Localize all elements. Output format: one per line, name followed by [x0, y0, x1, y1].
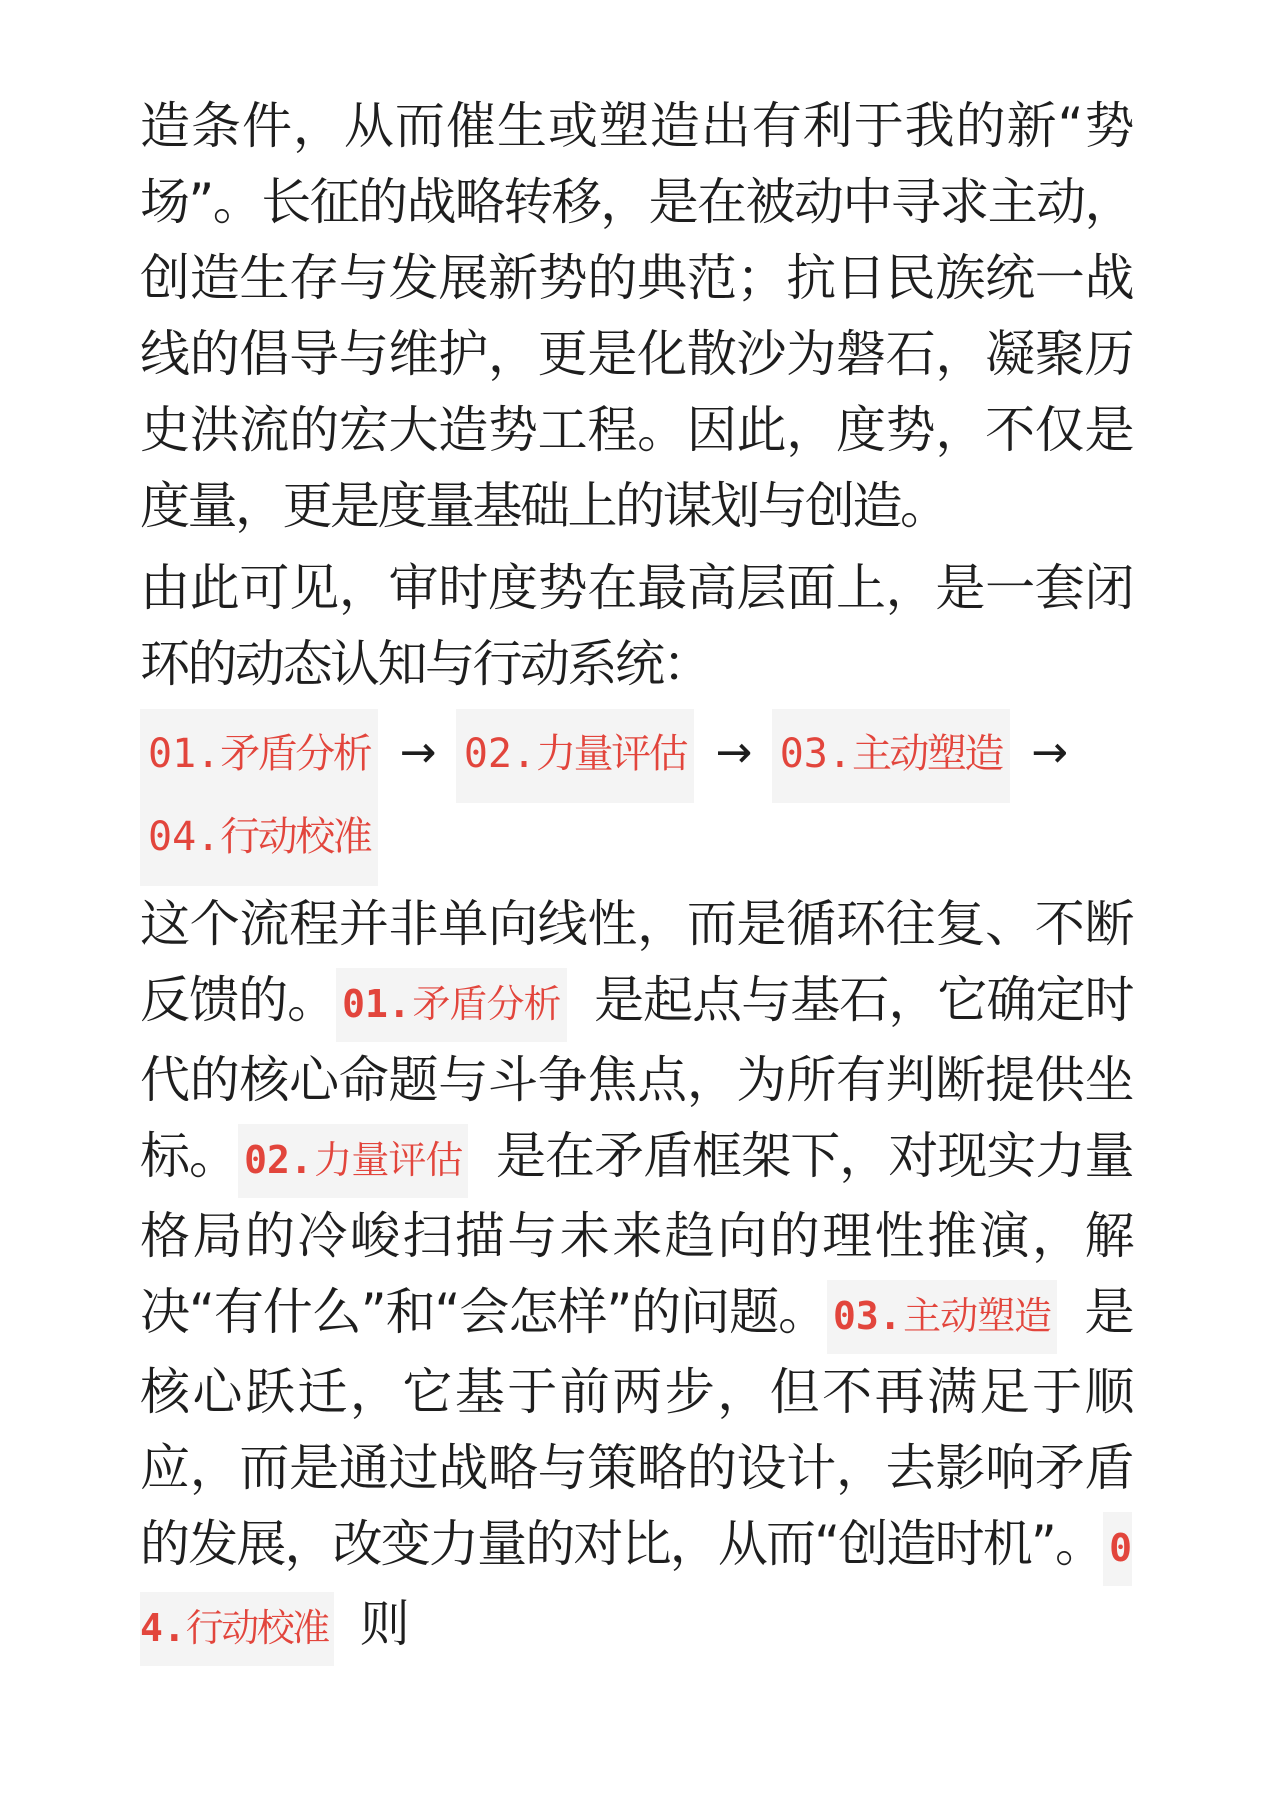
process-flow — [140, 712, 1132, 878]
step-2-description: 是在矛盾框架下，对现实力量格局的冷峻扫描与未来趋向的理性推演，解决“有什么”和“会怎样”的问题。 — [140, 1127, 1133, 1341]
flow-step-2: 02.力量评估 — [456, 709, 694, 803]
step-1-description: 是起点与基石，它确定时代的核心命题与斗争焦点，为所有判断提供坐标。 — [140, 971, 1132, 1185]
paragraph-closed-loop-intro: 由此可见，审时度势在最高层面上，是一套闭环的动态认知与行动系统： — [140, 559, 1132, 693]
arrow-right-icon: → — [715, 727, 751, 778]
inline-step-2: 02.力量评估 — [238, 1124, 468, 1198]
arrow-right-icon: → — [399, 727, 435, 778]
flow-step-4: 04.行动校准 — [140, 792, 378, 886]
flow-step-1: 01.矛盾分析 — [140, 709, 378, 803]
inline-step-3: 03.主动塑造 — [827, 1280, 1057, 1354]
step-3-description: 是核心跃迁，它基于前两步，但不再满足于顺应，而是通过战略与策略的设计，去影响矛盾的发展，改变力量的对比，从而“创造时机”。 — [140, 1283, 1132, 1573]
flow-step-3: 03.主动塑造 — [772, 709, 1010, 803]
paragraph-shi-creation: 造条件，从而催生或塑造出有利于我的新“势场”。长征的战略转移，是在被动中寻求主动，创造生存与发展新势的典范；抗日民族统一战线的倡导与维护，更是化散沙为磐石，凝聚历史洪流的宏大造势工程。因此，度势，不仅是度量，更是度量基础上的谋划与创造。 — [140, 97, 1132, 535]
process-intro-text: 这个流程并非单向线性，而是循环往复、不断反馈的。 — [140, 895, 1132, 1029]
paragraph-process-explanation — [140, 886, 1132, 1666]
arrow-right-icon: → — [1031, 727, 1067, 778]
step-4-description: 则 — [359, 1595, 408, 1653]
inline-step-1: 01.矛盾分析 — [336, 968, 566, 1042]
inline-step-4: 04.行动校准 — [140, 1512, 1132, 1666]
